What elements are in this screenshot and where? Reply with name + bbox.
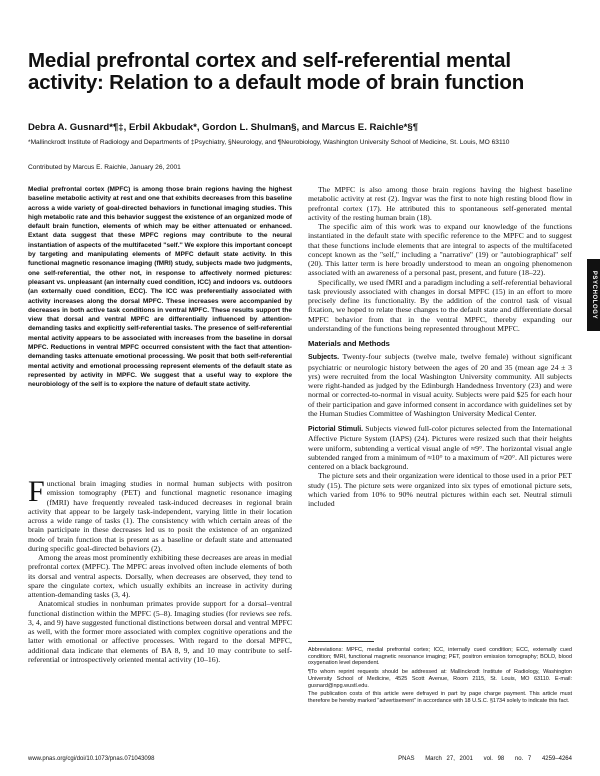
contributed-line: Contributed by Marcus E. Raichle, January 26, 2001 — [28, 164, 181, 171]
intro-paragraph-1: Functional brain imaging studies in normal human subjects with positron emission tomography (PET) and functional magnetic resonance imaging (fMRI) have frequently revealed task-induced decreases in regional brain activity that appear to be largely task-independent, varying little in their location across a wide range of tasks (1). The consistency with which certain areas of the brain participate in these decreases led us to posit the existence of an organized mode of brain function that is present as a baseline or default state and attenuated during specific goal-directed behaviors (2). — [28, 475, 292, 553]
footnote-abbreviations: Abbreviations: MPFC, medial prefrontal cortex; ICC, internally cued condition; ECC, externally cued condition; fMRI, functional magnetic resonance imaging; PET, positron emission tomography; BOLD, blood oxygenation level dependent. — [308, 647, 572, 667]
issue-number: no. 7 — [514, 756, 532, 762]
intro-paragraph-3: Anatomical studies in nonhuman primates provide support for a dorsal–ventral functional distinction within the MPFC (5–8). Imaging studies (for reviews see refs. 3, 4, and 9) have suggested functional distinctions between dorsal and ventral MPFC as well, with the former more associated with complex cognitive operations and the latter with emotional or affective processes. With regard to the dorsal MPFC, additional data indicate that elements of BA 8, 9, and 10 may contribute to self-referential or introspectively oriented mental activity (10–16). — [28, 599, 292, 664]
subjects-label: Subjects. — [308, 354, 340, 362]
affiliation: *Mallinckrodt Institute of Radiology and Departments of ‡Psychiatry, §Neurology, and ¶Neurobiology, Washington University School of Medicine, St. Louis, MO 63110 — [28, 139, 510, 146]
page-range: 4259–4264 — [541, 756, 572, 762]
doi-link[interactable]: www.pnas.org/cgi/doi/10.1073/pnas.071043098 — [28, 756, 155, 762]
section-tab — [587, 259, 600, 331]
issue-date: March 27, 2001 — [425, 756, 473, 762]
intro-paragraph-2: Among the areas most prominently exhibiting these decreases are areas in medial prefrontal cortex (MPFC). The MPFC areas involved often include elements of both its dorsal and ventral aspects. Dorsally, when decreases are observed, they tend to spare the cingulate cortex, which usually exhibits an increase in activity during attention-demanding tasks (3, 4). — [28, 553, 292, 599]
citation-info — [392, 756, 572, 762]
author-list: Debra A. Gusnard*¶‡, Erbil Akbudak*, Gordon L. Shulman§, and Marcus E. Raichle*§¶ — [28, 122, 419, 133]
abstract: Medial prefrontal cortex (MPFC) is among those brain regions having the highest baseline metabolic activity at rest and one that exhibits decreases from this baseline across a wide variety of goal-directed behaviors in functional imaging studies. This high metabolic rate and this behavior suggest the existence of an organized mode of default brain function, elements of which may be either attenuated or enhanced. Extant data suggest that these MPFC regions may contribute to the neural instantiation of aspects of the multifaceted ''self.'' We explore this important concept by targeting and manipulating elements of MPFC default state activity. In this functional magnetic resonance imaging (fMRI) study, subjects made two judgments, one self-referential, the other not, in response to affectively normed pictures: pleasant vs. unpleasant (an internally cued condition, ICC) and indoors vs. outdoors (an externally cued condition, ECC). The ICC was preferentially associated with activity increases along the dorsal MPFC. These increases were accompanied by decreases in both active task conditions in ventral MPFC. These results support the view that dorsal and ventral MPFC are differentially influenced by attention-demanding tasks and explicitly self-referential tasks. The presence of self-referential mental activity appears to be associated with increases from the baseline in dorsal MPFC. Reductions in ventral MPFC occurred consistent with the fact that attention-demanding tasks attenuate emotional processing. We posit that both self-referential mental activity and emotional processing represent elements of the default state as represented by activity in MPFC. We suggest that a useful way to explore the neurobiology of the self is to explore the nature of default state activity. — [28, 186, 292, 389]
stimuli-paragraph: Pictorial Stimuli. Subjects viewed full-color pictures selected from the International Affective Picture System (IAPS) (24). Pictures were resized such that their heights were uniform, subtending a vertical visual angle of ≈9°. The horizontal visual angle subtended ranged from a minimum of ≈10° to a maximum of ≈20°. All pictures were centered on a black background. — [308, 424, 572, 471]
right-column-body — [308, 185, 572, 508]
section-heading-methods: Materials and Methods — [308, 339, 390, 348]
intro-paragraph-5: The specific aim of this work was to expand our knowledge of the functions instantiated in the default state with specific reference to the MPFC and to suggest that these functions include elements that are integral to aspects of the multifaceted concept known as the ''self,'' including a ''narrative'' (19) or ''autobiographical'' self (20). This latter term is here broadly understood to mean an ongoing phenomenon associated with an awareness of a personal past, present, and future (18–22). — [308, 222, 572, 278]
subjects-paragraph: Subjects. Twenty-four subjects (twelve male, twelve female) without significant psychiatric or neurologic history between the ages of 20 and 35 (mean age 24 ± 3 yrs) were recruited from the local Washington University community. All subjects were right-handed as judged by the Edinburgh Handedness Inventory (23) and were normal or corrected-to-normal in visual acuity. Subjects were paid $25 for each hour of their participation and gave informed consent in accordance with guidelines set by the Human Studies Committee of Washington University Medical Center. — [308, 352, 572, 418]
page-footer — [28, 756, 572, 765]
section-tab-label: PSYCHOLOGY — [590, 270, 597, 320]
footnote-publication: The publication costs of this article were defrayed in part by page charge payment. This article must therefore be hereby marked "advertisement" in accordance with 18 U.S.C. §1734 solely to indicate this fact. — [308, 691, 572, 704]
intro-paragraph-4: The MPFC is also among those brain regions having the highest baseline metabolic activity at rest (2). Ingvar was the first to note high resting blood flow in prefrontal cortex (17). He attributed this to spontaneous self-generated mental activity of the resting human brain (18). — [308, 185, 572, 222]
stimuli-paragraph-2: The picture sets and their organization were identical to those used in a prior PET study (15). The picture sets were organized into six types of emotional picture sets, which varied from 10% to 90% neutral pictures within each set. Neutral stimuli included — [308, 471, 572, 508]
footnote-reprints: ¶To whom reprint requests should be addressed at: Mallinckrodt Institute of Radiology, Washington University School of Medicine, 4525 Scott Avenue, Room 2115, St. Louis, MO 63110. E-mail: gusnard@npg.wustl.edu. — [308, 669, 572, 689]
volume: vol. 98 — [483, 756, 505, 762]
article-title: Medial prefrontal cortex and self-referential mental activity: Relation to a default mode of brain function — [28, 49, 525, 94]
intro-paragraph-6: Specifically, we used fMRI and a paradigm including a self-referential behavioral task previously associated with changes in dorsal MPFC (15) in an effort to more precisely define its functionality. By the addition of the control task of visual fixation, we hoped to relate these changes to the default state and differentiate dorsal MPFC behavior from that in the ventral MPFC, thereby expanding our understanding of the functions being represented throughout MPFC. — [308, 277, 572, 333]
stimuli-label: Pictorial Stimuli. — [308, 426, 364, 433]
journal-name: PNAS — [398, 756, 415, 762]
left-column-body — [28, 475, 292, 664]
footnote-rule — [308, 641, 374, 642]
footnotes — [308, 647, 572, 707]
drop-cap: F — [28, 475, 45, 508]
